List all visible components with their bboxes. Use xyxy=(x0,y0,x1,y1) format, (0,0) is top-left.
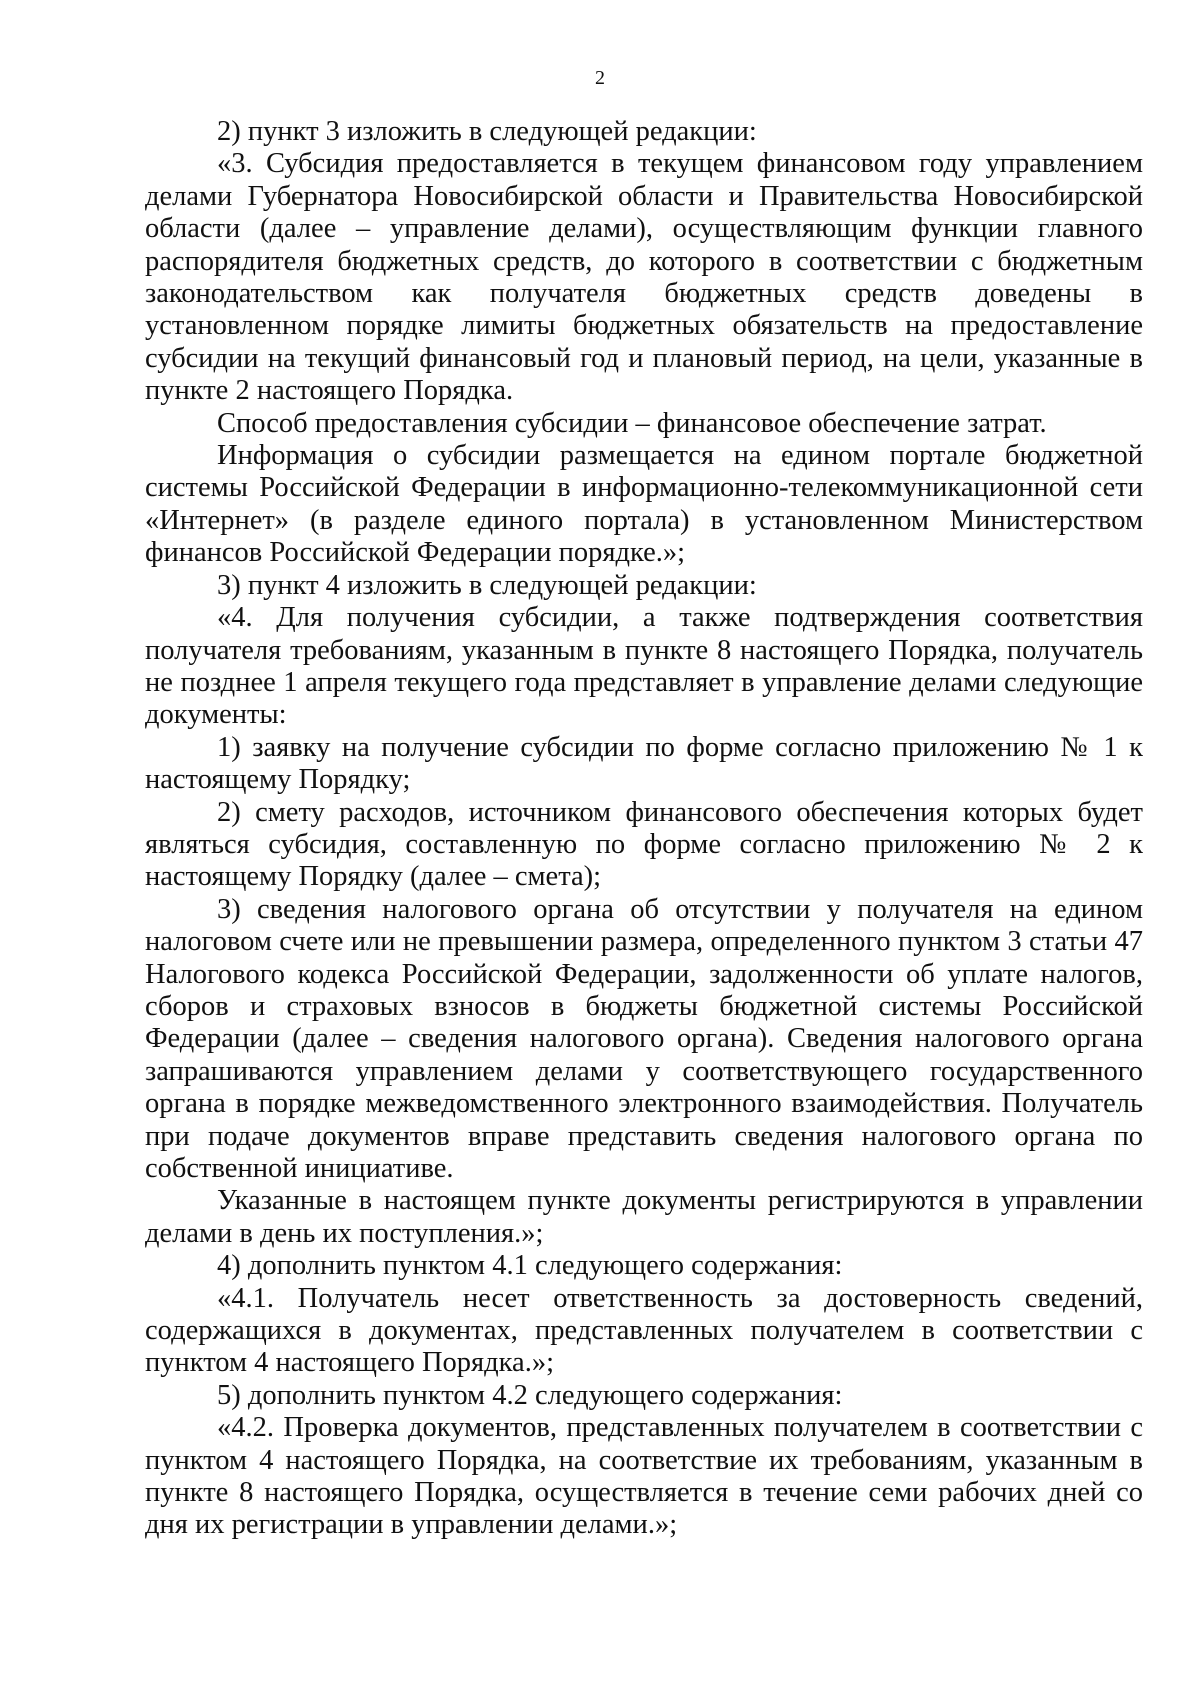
paragraph-add-point-4-1: 4) дополнить пунктом 4.1 следующего содержания: xyxy=(217,1250,843,1282)
paragraph-doc-registration: Указанные в настоящем пункте документы регистрируются в управлении делами в день их поступления.»; xyxy=(145,1185,1143,1249)
paragraph-amend-point-3: 2) пункт 3 изложить в следующей редакции: xyxy=(217,116,757,147)
paragraph-add-point-4-2: 5) дополнить пунктом 4.2 следующего содержания: xyxy=(217,1379,843,1411)
paragraph-point-3-text: «3. Субсидия предоставляется в текущем финансовом году управлением делами Губернатора Новосибирской области и Правительства Новосибирской области (далее – управление делами), осуществляющим функции главного распорядителя бюджетных средств, до которого в соответствии с бюджетным законодательством как получателя бюджетных средств доведены в установленном порядке лимиты бюджетных обязательств на предоставление субсидии на текущий финансовый год и плановый период, на цели, указанные в пункте 2 настоящего Порядка. xyxy=(145,148,1143,407)
document-body xyxy=(145,116,1143,1542)
paragraph-subsidy-info: Информация о субсидии размещается на едином портале бюджетной системы Российской Федерации в информационно-телекоммуникационной сети «Интернет» (в разделе единого портала) в установленном Министерством финансов Российской Федерации порядке.»; xyxy=(145,440,1143,569)
paragraph-doc-estimate: 2) смету расходов, источником финансового обеспечения которых будет являться субсидия, составленную по форме согласно приложению № 2 к настоящему Порядку (далее – смета); xyxy=(145,796,1143,893)
paragraph-doc-application: 1) заявку на получение субсидии по форме согласно приложению № 1 к настоящему Порядку; xyxy=(145,731,1143,796)
paragraph-point-4-2-text: «4.2. Проверка документов, представленных получателем в соответствии с пунктом 4 настоящего Порядка, на соответствие их требованиям, указанным в пункте 8 настоящего Порядка, осуществляется в течение семи рабочих дней со дня их регистрации в управлении делами.»; xyxy=(145,1412,1143,1541)
paragraph-point-4-1-text: «4.1. Получатель несет ответственность за достоверность сведений, содержащихся в документах, представленных получателем в соответствии с пунктом 4 настоящего Порядка.»; xyxy=(145,1282,1143,1379)
page-number: 2 xyxy=(595,67,605,89)
paragraph-doc-tax-info: 3) сведения налогового органа об отсутствии у получателя на едином налоговом счете или не превышении размера, определенного пунктом 3 статьи 47 Налогового кодекса Российской Федерации, задолженности об уплате налогов, сборов и страховых взносов в бюджеты бюджетной системы Российской Федерации (далее – сведения налогового органа). Сведения налогового органа запрашиваются управлением делами у соответствующего государственного органа в порядке межведомственного электронного взаимодействия. Получатель при подаче документов вправе представить сведения налогового органа по собственной инициативе. xyxy=(145,893,1143,1184)
paragraph-point-4-text: «4. Для получения субсидии, а также подтверждения соответствия получателя требованиям, указанным в пункте 8 настоящего Порядка, получатель не позднее 1 апреля текущего года представляет в управление делами следующие документы: xyxy=(145,602,1143,731)
paragraph-amend-point-4: 3) пункт 4 изложить в следующей редакции: xyxy=(217,569,757,601)
paragraph-subsidy-method: Способ предоставления субсидии – финансовое обеспечение затрат. xyxy=(217,407,1047,439)
